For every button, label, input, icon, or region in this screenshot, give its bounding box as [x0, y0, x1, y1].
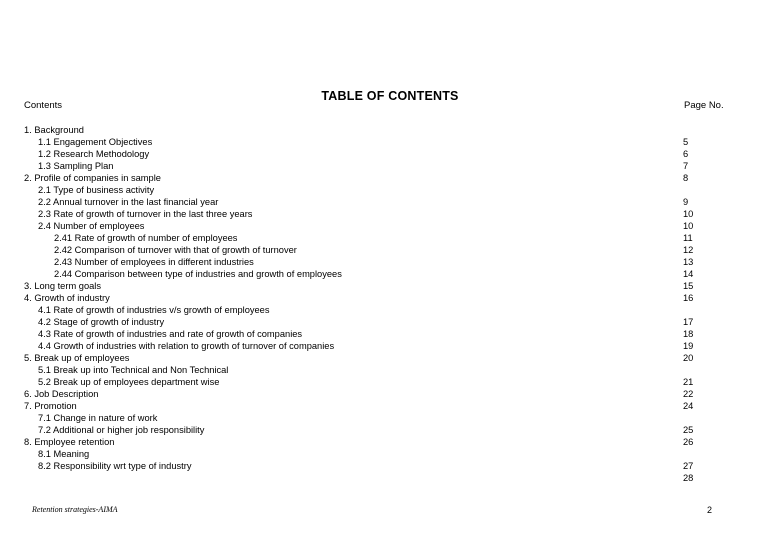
toc-page-number: 11: [683, 233, 693, 243]
toc-page-number: 5: [683, 137, 689, 147]
toc-entry: 4.2 Stage of growth of industry: [38, 317, 165, 327]
toc-entry: 1. Background: [24, 125, 84, 135]
toc-entry: 4. Growth of industry: [24, 293, 110, 303]
toc-entry: 8. Employee retention: [24, 437, 115, 447]
toc-page-number: 9: [683, 197, 689, 207]
toc-entry: 4.4 Growth of industries with relation to growth of turnover of companies: [38, 341, 335, 351]
toc-entry: 2.44 Comparison between type of industries and growth of employees: [54, 269, 342, 279]
toc-entry: 4.3 Rate of growth of industries and rate of growth of companies: [38, 329, 303, 339]
toc-entry: 2.42 Comparison of turnover with that of growth of turnover: [54, 245, 297, 255]
toc-page-number: 7: [683, 161, 689, 171]
toc-page-number: 17: [683, 317, 694, 327]
toc-entry: 1.3 Sampling Plan: [38, 161, 114, 171]
toc-entry: 6. Job Description: [24, 389, 99, 399]
footer-title: Retention strategies-AIMA: [32, 505, 118, 514]
page-number-column-header: Page No.: [684, 100, 724, 111]
toc-page-number: 22: [683, 389, 694, 399]
toc-page-number: 25: [683, 425, 694, 435]
toc-page-number: 21: [683, 377, 694, 387]
toc-entry: 8.1 Meaning: [38, 449, 90, 459]
toc-entry: 2. Profile of companies in sample: [24, 173, 161, 183]
toc-entry: 7. Promotion: [24, 401, 77, 411]
contents-column-header: Contents: [24, 100, 63, 111]
toc-page-number: 28: [683, 473, 694, 483]
toc-entry: 2.3 Rate of growth of turnover in the last three years: [38, 209, 253, 219]
toc-page-number: 14: [683, 269, 694, 279]
page-title: TABLE OF CONTENTS: [321, 89, 459, 103]
toc-page-number: 8: [683, 173, 689, 183]
toc-page-number: 10: [683, 221, 694, 231]
toc-page-number: 12: [683, 245, 694, 255]
toc-entry: 2.41 Rate of growth of number of employees: [54, 233, 238, 243]
toc-page-number: 27: [683, 461, 694, 471]
toc-entry: 3. Long term goals: [24, 281, 102, 291]
toc-entry: 4.1 Rate of growth of industries v/s growth of employees: [38, 305, 270, 315]
toc-entry: 5. Break up of employees: [24, 353, 130, 363]
toc-entry: 5.1 Break up into Technical and Non Technical: [38, 365, 229, 375]
toc-entry: 7.1 Change in nature of work: [38, 413, 158, 423]
toc-page-number: 16: [683, 293, 694, 303]
toc-page-number: 6: [683, 149, 689, 159]
toc-entry: 8.2 Responsibility wrt type of industry: [38, 461, 192, 471]
toc-page-number: 20: [683, 353, 694, 363]
toc-entry: 2.4 Number of employees: [38, 221, 145, 231]
toc-entry: 2.1 Type of business activity: [38, 185, 155, 195]
footer-page-number: 2: [707, 505, 713, 515]
toc-entry: 1.2 Research Methodology: [38, 149, 150, 159]
toc-page-number: 18: [683, 329, 694, 339]
toc-page-number: 10: [683, 209, 694, 219]
toc-page-number: 26: [683, 437, 694, 447]
toc-page-number: 19: [683, 341, 694, 351]
toc-entry: 2.43 Number of employees in different industries: [54, 257, 254, 267]
toc-entry: 1.1 Engagement Objectives: [38, 137, 153, 147]
toc-page-number: 13: [683, 257, 694, 267]
toc-page-number: 24: [683, 401, 694, 411]
toc-entry: 2.2 Annual turnover in the last financial year: [38, 197, 219, 207]
toc-entry: 5.2 Break up of employees department wise: [38, 377, 220, 387]
toc-page-number: 15: [683, 281, 694, 291]
toc-entry: 7.2 Additional or higher job responsibility: [38, 425, 205, 435]
